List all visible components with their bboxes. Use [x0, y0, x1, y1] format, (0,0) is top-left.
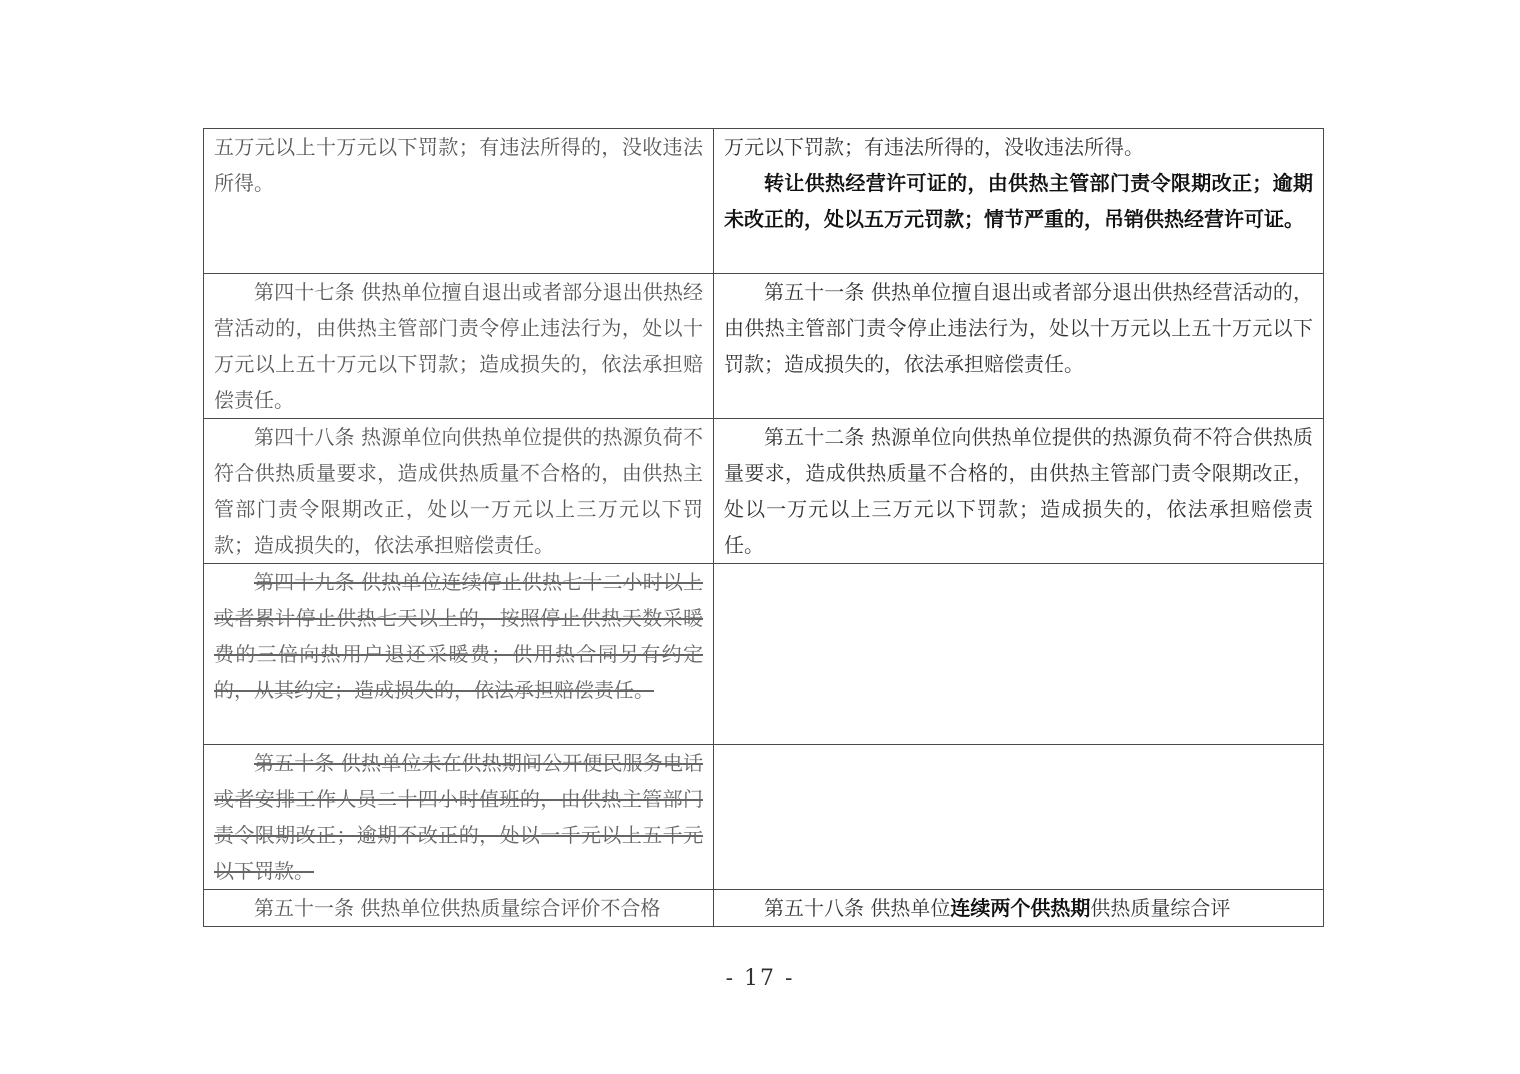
- original-text-cell: [204, 745, 714, 890]
- table-row: [204, 419, 1324, 564]
- deleted-clause-text: 第四十九条 供热单位连续停止供热七十二小时以上或者累计停止供热七天以上的，按照停止供热天数采暖费的三倍向热用户退还采暖费；供用热合同另有约定的，从其约定；造成损失的，依法承担赔偿责任。: [214, 570, 703, 702]
- revised-text-cell: [714, 419, 1324, 564]
- revised-text-cell-empty: [714, 564, 1324, 745]
- revised-clause-prefix: 第五十八条 供热单位: [764, 896, 951, 920]
- revised-text-cell-empty: [714, 745, 1324, 890]
- revised-added-text: 转让供热经营许可证的，由供热主管部门责令限期改正；逾期未改正的，处以五万元罚款；情节严重的，吊销供热经营许可证。: [724, 171, 1313, 231]
- revised-clause-text: 第五十二条 热源单位向供热单位提供的热源负荷不符合供热质量要求，造成供热质量不合格的，由供热主管部门责令限期改正，处以一万元以上三万元以下罚款；造成损失的，依法承担赔偿责任。: [724, 425, 1313, 557]
- original-clause-text: 第五十一条 供热单位供热质量综合评价不合格: [254, 896, 661, 920]
- table-row: [204, 129, 1324, 274]
- table-row: [204, 890, 1324, 927]
- revised-text-cell: [714, 890, 1324, 927]
- revised-text-cell: [714, 274, 1324, 419]
- revised-text-cell: [714, 129, 1324, 274]
- original-clause-text: 第四十七条 供热单位擅自退出或者部分退出供热经营活动的，由供热主管部门责令停止违法行为，处以十万元以上五十万元以下罚款；造成损失的，依法承担赔偿责任。: [214, 280, 703, 412]
- revised-added-text: 连续两个供热期: [950, 896, 1091, 920]
- original-text-cell: [204, 890, 714, 927]
- original-clause-text: 五万元以上十万元以下罚款；有违法所得的，没收违法所得。: [214, 135, 703, 195]
- revised-clause-text: [724, 890, 1313, 926]
- table-row: [204, 274, 1324, 419]
- revised-clause-text: 第五十一条 供热单位擅自退出或者部分退出供热经营活动的，由供热主管部门责令停止违法行为，处以十万元以上五十万元以下罚款；造成损失的，依法承担赔偿责任。: [724, 280, 1313, 376]
- page-number: - 17 -: [725, 966, 795, 991]
- original-clause-text: 第四十八条 热源单位向供热单位提供的热源负荷不符合供热质量要求，造成供热质量不合格的，由供热主管部门责令限期改正，处以一万元以上三万元以下罚款；造成损失的，依法承担赔偿责任。: [214, 425, 703, 557]
- original-text-cell: [204, 564, 714, 745]
- deleted-clause-text: 第五十条 供热单位未在供热期间公开便民服务电话或者安排工作人员二十四小时值班的，由供热主管部门责令限期改正；逾期不改正的，处以一千元以上五千元以下罚款。: [214, 751, 703, 883]
- revised-clause-suffix: 供热质量综合评: [1090, 896, 1231, 920]
- original-text-cell: [204, 419, 714, 564]
- revised-clause-text: 万元以下罚款；有违法所得的，没收违法所得。: [724, 135, 1144, 159]
- comparison-table: [203, 128, 1324, 927]
- original-text-cell: [204, 129, 714, 274]
- original-text-cell: [204, 274, 714, 419]
- table-row: [204, 745, 1324, 890]
- table-row: [204, 564, 1324, 745]
